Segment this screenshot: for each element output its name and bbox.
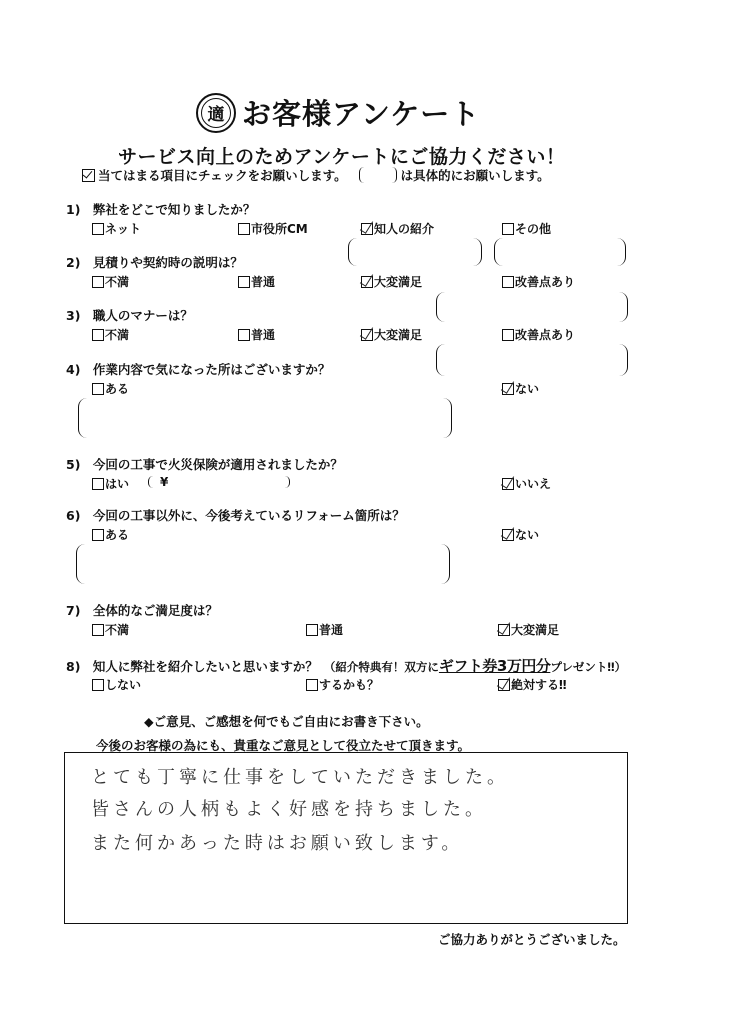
- page-subtitle: サービス向上のためアンケートにご協力ください！: [118, 146, 566, 168]
- checked-checkbox-icon[interactable]: [498, 679, 510, 691]
- question-6-label: 6) 今回の工事以外に、今後考えているリフォーム箇所は？: [66, 508, 405, 523]
- question-1-label: 1) 弊社をどこで知りましたか？: [66, 202, 256, 217]
- handwritten-line-3: また何かあった時はお願い致します。: [91, 833, 464, 854]
- q3-option-dissatisfied[interactable]: 不満: [92, 326, 129, 343]
- logo-character: 適: [207, 105, 225, 125]
- checkbox-icon[interactable]: [306, 624, 318, 636]
- q4-option-yes[interactable]: ある: [92, 380, 129, 397]
- question-8-label: 8) 知人に弊社を紹介したいと思いますか？ （紹介特典有！双方にギフト券3万円分プレゼント‼）: [66, 657, 627, 675]
- bracket-sample-icon: [359, 167, 397, 183]
- instruction-bracket-text: は具体的にお願いします。: [400, 168, 550, 183]
- q8-option-no[interactable]: しない: [92, 676, 141, 693]
- q2-option-very-satisfied[interactable]: 大変満足: [361, 273, 422, 290]
- checkbox-icon[interactable]: [306, 679, 318, 691]
- checked-checkbox-icon[interactable]: [498, 624, 510, 636]
- checkbox-icon[interactable]: [502, 276, 514, 288]
- q1-option-other[interactable]: その他: [502, 220, 551, 237]
- gift-highlight: ギフト券3万円分: [438, 657, 551, 675]
- q7-option-normal[interactable]: 普通: [306, 621, 343, 638]
- q1-option-city-cm[interactable]: 市役所CM: [238, 220, 308, 237]
- question-5-label: 5) 今回の工事で火災保険が適用されましたか？: [66, 457, 343, 472]
- q2-option-normal[interactable]: 普通: [238, 273, 275, 290]
- q4-option-no[interactable]: ない: [502, 380, 539, 397]
- checked-checkbox-icon[interactable]: [361, 223, 373, 235]
- checked-checkbox-icon[interactable]: [361, 276, 373, 288]
- page-title: お客様アンケート: [242, 97, 481, 131]
- checkbox-icon[interactable]: [238, 223, 250, 235]
- q3-option-normal[interactable]: 普通: [238, 326, 275, 343]
- checkbox-icon[interactable]: [238, 329, 250, 341]
- question-4-label: 4) 作業内容で気になった所はございますか？: [66, 362, 331, 377]
- checked-checkbox-icon[interactable]: [502, 478, 514, 490]
- instruction-check-text: 当てはまる項目にチェックをお願いします。: [98, 168, 347, 183]
- checked-checkbox-icon[interactable]: [502, 529, 514, 541]
- checkbox-icon[interactable]: [238, 276, 250, 288]
- company-logo: [196, 93, 236, 133]
- q3-option-very-satisfied[interactable]: 大変満足: [361, 326, 422, 343]
- instruction-line: [82, 166, 550, 184]
- q4-detail-bracket[interactable]: [78, 398, 452, 438]
- q6-detail-bracket[interactable]: [76, 544, 450, 584]
- checkbox-icon[interactable]: [502, 329, 514, 341]
- q2-option-improvement[interactable]: 改善点あり: [502, 273, 575, 290]
- q5-option-no[interactable]: いいえ: [502, 475, 551, 492]
- comment-box[interactable]: [64, 752, 628, 924]
- checkbox-icon[interactable]: [92, 624, 104, 636]
- checkbox-icon[interactable]: [92, 329, 104, 341]
- question-7-label: 7) 全体的なご満足度は？: [66, 603, 218, 618]
- checkbox-icon[interactable]: [92, 679, 104, 691]
- checkbox-icon[interactable]: [92, 478, 104, 490]
- q2-improvement-bracket[interactable]: [436, 292, 628, 322]
- q8-option-definitely[interactable]: 絶対する‼: [498, 676, 567, 693]
- q5-option-yes[interactable]: はい: [92, 475, 129, 492]
- q3-improvement-bracket[interactable]: [436, 344, 628, 376]
- checkbox-icon[interactable]: [502, 223, 514, 235]
- q2-option-dissatisfied[interactable]: 不満: [92, 273, 129, 290]
- check-sample-icon: [82, 169, 95, 182]
- checkbox-icon[interactable]: [92, 223, 104, 235]
- checkbox-icon[interactable]: [92, 383, 104, 395]
- q7-option-dissatisfied[interactable]: 不満: [92, 621, 129, 638]
- handwritten-line-1: とても丁寧に仕事をしていただきました。: [91, 767, 509, 788]
- q1-other-bracket[interactable]: [494, 238, 626, 266]
- question-2-label: 2) 見積りや契約時の説明は？: [66, 255, 243, 270]
- yen-sign: ¥: [160, 475, 169, 489]
- checked-checkbox-icon[interactable]: [502, 383, 514, 395]
- comment-note: 今後のお客様の為にも、貴重なご意見として役立たせて頂きます。: [96, 738, 471, 753]
- thank-you-message: ご協力ありがとうございました。: [438, 932, 626, 947]
- q8-option-maybe[interactable]: するかも？: [306, 676, 379, 693]
- q3-option-improvement[interactable]: 改善点あり: [502, 326, 575, 343]
- q6-option-no[interactable]: ない: [502, 526, 539, 543]
- q1-detail-bracket[interactable]: [348, 238, 482, 266]
- survey-title-block: [196, 92, 480, 133]
- q7-option-very-satisfied[interactable]: 大変満足: [498, 621, 559, 638]
- handwritten-line-2: 皆さんの人柄もよく好感を持ちました。: [91, 799, 487, 820]
- checked-checkbox-icon[interactable]: [361, 329, 373, 341]
- q5-amount-field[interactable]: [148, 475, 290, 489]
- comment-prompt: ◆ご意見、ご感想を何でもご自由にお書き下さい。: [144, 714, 429, 729]
- checkbox-icon[interactable]: [92, 529, 104, 541]
- question-3-label: 3) 職人のマナーは？: [66, 308, 193, 323]
- checkbox-icon[interactable]: [92, 276, 104, 288]
- q6-option-yes[interactable]: ある: [92, 526, 129, 543]
- q1-option-acquaintance[interactable]: 知人の紹介: [361, 220, 434, 237]
- q1-option-net[interactable]: ネット: [92, 220, 141, 237]
